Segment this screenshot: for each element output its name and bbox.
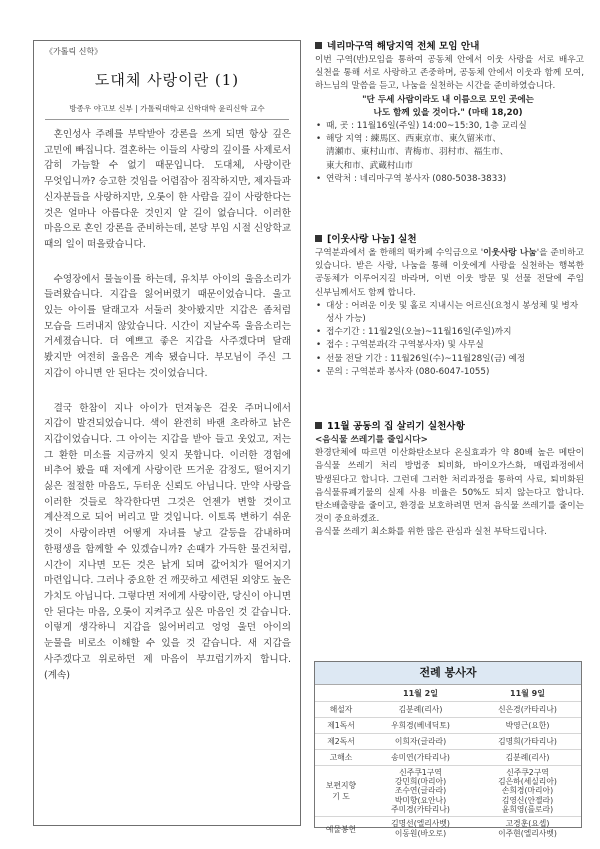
square-bullet-icon — [315, 422, 322, 429]
bullet-icon: • — [316, 366, 322, 377]
bible-quote-line: 나도 함께 있을 것이다." (마태 18,20) — [373, 107, 523, 118]
list-item-cont: 東大和市、武蔵村山市 — [326, 160, 413, 171]
section-text: 구역분과에서 올 한해의 떡카페 수익금으로 '이웃사랑 나눔'을 준비하고 있습니다. 받은 사랑, 나눔을 통해 이웃에게 사랑을 실천하는 행복한 공동체가 이루어지길 바라며, 이번 이웃 방문 및 선물 전달에 주임 신부님께서도 함께 합니다. — [315, 248, 584, 298]
table-row — [315, 817, 581, 842]
name-cell: 송미연(가타리나) — [367, 750, 474, 766]
square-bullet-icon — [315, 235, 322, 242]
article-paragraph: 수영장에서 물놀이를 하는데, 유치부 아이의 울음소리가 들려왔습니다. 지갑을 잃어버렸기 때문이었습니다. 울고 있는 아이를 달래고자 서둘러 찾아봤지만 지갑은 좀처럼 모습을 드러내지 않았습니다. 시간이 지날수록 울음소리는 거세졌습니다. 더 예쁘고 좋은 지갑을 사주겠다며 달래 봤지만 여전히 울음은 계속 됐습니다. 부모님이 주신 그 지갑이 아니면 안 된다는 것이었습니다. — [44, 273, 291, 379]
highlight-text: 이웃사랑 나눔 — [483, 248, 537, 258]
table-row — [315, 766, 581, 817]
list-item: • 연락처 : 네리마구역 봉사자 (080-5038-3833) — [312, 173, 584, 186]
section-nerima — [312, 40, 584, 186]
list-item: • 대상 : 어려운 이웃 및 홀로 지내시는 어르신(요청시 봉성체 및 병자성사 가능) — [316, 300, 579, 325]
liturgy-servers-box — [314, 661, 582, 839]
role-cell: 보편지향 기 도 — [315, 766, 367, 817]
name-cell-group: 고경훈(요셉) 이주현(엘리사벳) — [498, 819, 557, 839]
table-row — [315, 750, 581, 766]
article-title: 도대체 사랑이란 (1) — [94, 71, 240, 89]
table-header-row — [315, 685, 581, 702]
square-bullet-icon — [315, 42, 322, 49]
name-cell: 김명희(가타리나) — [474, 734, 581, 750]
table-row — [315, 718, 581, 734]
divider — [45, 119, 289, 120]
list-item-cont: 清瀬市、東村山市、青梅市、羽村市、福生市、 — [326, 147, 509, 158]
list-item: • 때, 곳 : 11월16일(주일) 14:00~15:30, 1층 교리실 — [312, 120, 584, 133]
name-cell: 이희자(글라라) — [367, 734, 474, 750]
role-cell: 고해소 — [315, 750, 367, 766]
table-date-header: 11월 2일 — [367, 685, 474, 702]
name-cell: 우희경(베네딕토) — [367, 718, 474, 734]
bullet-icon: • — [316, 300, 322, 311]
bullet-icon: • — [316, 121, 322, 132]
name-cell: 김분례(리사) — [474, 750, 581, 766]
info-list — [312, 120, 584, 186]
name-cell-group: 신주쿠2구역 김은하(세실리아) 손희경(마리아) 김영신(안젤라) 윤희영(를로라) — [474, 766, 581, 817]
role-cell: 예물봉헌 — [325, 824, 357, 834]
section-title: 11월 공동의 집 살리기 실천사항 — [312, 420, 584, 434]
bullet-icon: • — [316, 353, 322, 364]
article-box — [33, 40, 301, 826]
article-paragraph: 결국 한참이 지나 아이가 던져놓은 겉옷 주머니에서 지갑이 발견되었습니다. 색이 완전히 바랜 초라하고 낡은 지갑이었습니다. 그 아이는 지갑을 받아 들고 웃었고, 저는 그 환한 미소를 지금까지 잊지 못합니다. 이러한 경험에 비추어 봤을 때 저에게 사랑이란 뜨거운 감정도, 떨어지기 싫은 절절한 마음도, 두터운 신뢰도 아닙니다. 만약 사랑을 이러한 것들로 착각한다면 그것은 언젠가 변할 것이고 계산적으로 되어 버리고 말 것입니다. 이토록 변하기 쉬운 것이 사랑이라면 어떻게 자녀를 낳고 갈등을 감내하며 한평생을 함께할 수 있겠습니까? 손때가 가득한 물건처럼, 시간이 지나면 모든 것은 낡게 되며 값어치가 떨어지기 마련입니다. 그러나 중요한 건 깨끗하고 세련된 외양도 높은 가치도 아닙니다. 그렇다면 저에게 사랑이란, 당신이 아니면 안 된다는 마음, 오롯이 지켜주고 싶은 마음인 것 같습니다. 이렇게 생각하니 지갑을 잃어버리고 엉엉 울던 아이의 눈물을 비로소 이해할 수 있을 것 같습니다. 새 지갑을 사주겠다고 위로하던 제 마음이 부끄럽기까지 합니다. (계속) — [44, 402, 291, 681]
list-item: • 문의 : 구역분과 봉사자 (080-6047-1055) — [312, 366, 584, 379]
article-series: 《가톨릭 신학》 — [45, 47, 103, 56]
info-list — [312, 300, 584, 379]
role-cell: 제1독서 — [315, 718, 367, 734]
section-neighbor-love — [312, 233, 584, 379]
servers-title: 전례 봉사자 — [315, 662, 581, 685]
bullet-icon: • — [316, 340, 322, 351]
section-text: 환경단체에 따르면 이산화탄소보다 온실효과가 약 80배 높은 메탄이 음식물 쓰레기 처리 방법중 퇴비화, 바이오가스화, 매립과정에서 발생된다고 합니다. 그런데 그러한 처리과정을 통하여 사료, 퇴비화된 음식물류폐기물의 실제 사용 비율은 50%도 되지 않는다고 합니다. 탄소배출량을 줄이고, 환경을 보호하려면 먼저 음식물 쓰레기를 줄이는 것이 중요하겠죠. — [315, 448, 584, 525]
table-row — [315, 734, 581, 750]
bullet-icon: • — [316, 327, 322, 338]
role-cell: 해설자 — [315, 702, 367, 718]
name-cell: 김분례(리사) — [367, 702, 474, 718]
section-title: 네리마구역 해당지역 전체 모임 안내 — [312, 40, 584, 54]
bullet-icon: • — [316, 173, 322, 184]
list-item: • 접수 : 구역분과(각 구역봉사자) 및 사무실 — [312, 339, 584, 352]
list-item: • 해당 지역 : 練馬区、西東京市、東久留米市、 — [312, 133, 584, 146]
name-cell: 신은경(카타리나) — [474, 702, 581, 718]
bible-quote-line: "단 두세 사람이라도 내 이름으로 모인 곳에는 — [362, 94, 534, 105]
section-text: 이번 구역(반)모임을 통하여 공동체 안에서 이웃 사랑을 서로 배우고 실천을 통해 서로 사랑하고 존중하며, 공동체 안에서 이웃과 함께 모여, 하느님의 말씀을 듣고, 나눔을 실천하는 시간을 준비하였습니다. — [315, 55, 584, 92]
section-title: [이웃사랑 나눔] 실천 — [312, 233, 584, 247]
name-cell-group: 신주쿠1구역 강민희(마리아) 조수연(글라라) 박미향(요안나) 주미경(카타리나) — [367, 766, 474, 817]
table-cell — [315, 685, 367, 702]
servers-table — [315, 685, 581, 841]
role-cell: 제2독서 — [315, 734, 367, 750]
list-item: • 선물 전달 기간 : 11월26일(수)~11월28일(금) 예정 — [312, 353, 584, 366]
section-subtitle: <음식물 쓰레기를 줄입시다> — [315, 435, 428, 445]
name-cell-group: 김명선(엘리사벳) 이동원(바오로) — [391, 819, 450, 839]
section-text: 음식물 쓰레기 최소화를 위한 많은 관심과 실천 부탁드립니다. — [315, 527, 547, 538]
table-row — [315, 702, 581, 718]
article-paragraph: 혼인성사 주례를 부탁받아 강론을 쓰게 되면 항상 깊은 고민에 빠집니다. 결혼하는 이들의 사랑의 깊이를 사제로서 감히 가늠할 수 없기 때문입니다. 도대체, 사랑이란 무엇입니까? 승고한 것임을 어렴잡아 짐작하지만, 제자들과 신자분들을 사랑하지만, 오롯이 한 사람을 깊이 사랑한다는 것은 얼마나 아름다운 것인지 알 길이 없습니다. 이러한 마음으로 혼인 강론을 준비하는데, 본당 부임 시절 신앙학교 때의 일이 떠올랐습니다. — [44, 129, 291, 250]
list-item: • 접수기간 : 11월2일(오늘)~11월16일(주일)까지 — [312, 326, 584, 339]
article-author: 방종우 야고보 신부 | 가톨릭대학교 신학대학 윤리신학 교수 — [69, 104, 265, 113]
article-body — [44, 127, 291, 702]
table-date-header: 11월 9일 — [474, 685, 581, 702]
bullet-icon: • — [316, 134, 322, 145]
section-common-home — [312, 420, 584, 540]
name-cell: 박영근(요한) — [474, 718, 581, 734]
